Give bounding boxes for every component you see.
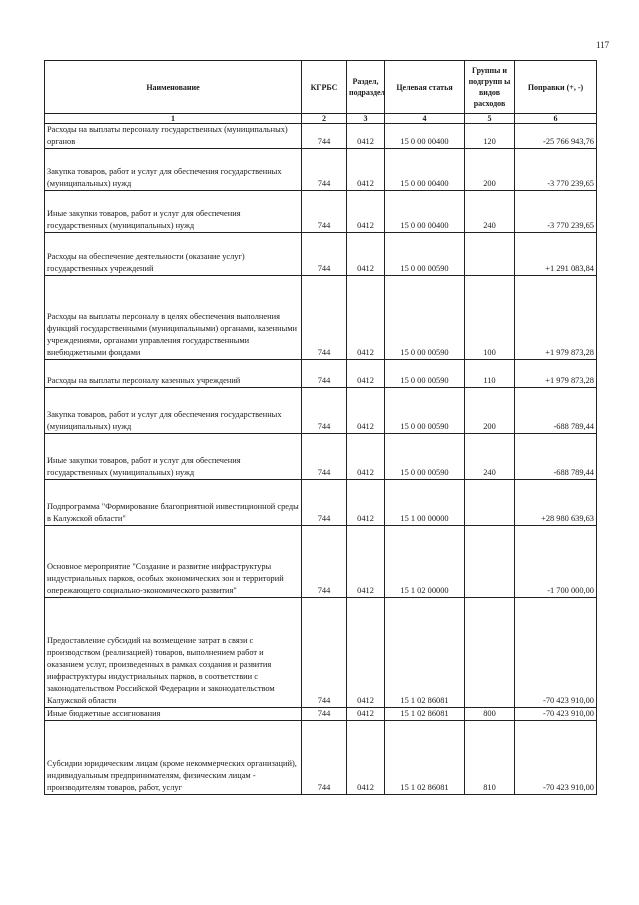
row-kgrbs: 744 bbox=[302, 149, 347, 191]
row-section: 0412 bbox=[347, 149, 385, 191]
row-amount: -688 789,44 bbox=[515, 388, 597, 434]
row-section: 0412 bbox=[347, 124, 385, 149]
row-group: 120 bbox=[465, 124, 515, 149]
table-row bbox=[45, 598, 597, 708]
row-name: Основное мероприятие "Создание и развитие инфраструктуры индустриальных парков, особых экономических зон и территорий опережающего социально-экономического развития" bbox=[45, 526, 302, 598]
row-section: 0412 bbox=[347, 708, 385, 721]
row-section: 0412 bbox=[347, 388, 385, 434]
row-group: 110 bbox=[465, 360, 515, 388]
row-section: 0412 bbox=[347, 360, 385, 388]
row-target: 15 0 00 00400 bbox=[385, 149, 465, 191]
header-row bbox=[45, 61, 597, 114]
row-amount: -70 423 910,00 bbox=[515, 708, 597, 721]
table-row bbox=[45, 191, 597, 233]
row-amount: -1 700 000,00 bbox=[515, 526, 597, 598]
row-target: 15 0 00 00400 bbox=[385, 124, 465, 149]
header-groups: Группы и подгрупп ы видов расходов bbox=[465, 61, 515, 114]
row-section: 0412 bbox=[347, 480, 385, 526]
row-name: Предоставление субсидий на возмещение затрат в связи с производством (реализацией) товаров, выполнением работ и оказанием услуг, произведенных в рамках создания и развития инфраструктуры индустриальных парков, в соответствии с законодательством Российской Федерации и законодательством Калужской области bbox=[45, 598, 302, 708]
row-amount: -688 789,44 bbox=[515, 434, 597, 480]
row-group: 100 bbox=[465, 276, 515, 360]
row-amount: +1 291 083,84 bbox=[515, 233, 597, 276]
row-target: 15 0 00 00590 bbox=[385, 276, 465, 360]
header-target: Целевая статья bbox=[385, 61, 465, 114]
page-number: 117 bbox=[596, 40, 610, 50]
row-amount: -25 766 943,76 bbox=[515, 124, 597, 149]
row-group bbox=[465, 480, 515, 526]
row-group: 240 bbox=[465, 191, 515, 233]
row-name: Иные бюджетные ассигнования bbox=[45, 708, 302, 721]
header-amendments: Поправки (+, -) bbox=[515, 61, 597, 114]
table-row bbox=[45, 124, 597, 149]
table-row bbox=[45, 721, 597, 795]
table-row bbox=[45, 149, 597, 191]
table-row bbox=[45, 233, 597, 276]
row-name: Закупка товаров, работ и услуг для обеспечения государственных (муниципальных) нужд bbox=[45, 149, 302, 191]
row-name: Расходы на выплаты персоналу казенных учреждений bbox=[45, 360, 302, 388]
header-number-row bbox=[45, 114, 597, 124]
budget-amendments-table bbox=[44, 60, 597, 795]
row-amount: +1 979 873,28 bbox=[515, 360, 597, 388]
row-target: 15 1 00 00000 bbox=[385, 480, 465, 526]
row-name: Иные закупки товаров, работ и услуг для обеспечения государственных (муниципальных) нужд bbox=[45, 434, 302, 480]
header-number: 1 bbox=[45, 114, 302, 124]
row-group: 800 bbox=[465, 708, 515, 721]
table-row bbox=[45, 276, 597, 360]
header-kgrbs: КГРБС bbox=[302, 61, 347, 114]
row-target: 15 0 00 00590 bbox=[385, 360, 465, 388]
row-name: Расходы на выплаты персоналу в целях обеспечения выполнения функций государственными (муниципальными) органами, казенными учреждениями, органами управления государственными внебюджетными фондами bbox=[45, 276, 302, 360]
row-kgrbs: 744 bbox=[302, 480, 347, 526]
row-name: Расходы на выплаты персоналу государственных (муниципальных) органов bbox=[45, 124, 302, 149]
row-name: Субсидии юридическим лицам (кроме некоммерческих организаций), индивидуальным предпринимателям, физическим лицам - производителям товаров, работ, услуг bbox=[45, 721, 302, 795]
row-amount: +28 980 639,63 bbox=[515, 480, 597, 526]
row-kgrbs: 744 bbox=[302, 388, 347, 434]
row-name: Иные закупки товаров, работ и услуг для обеспечения государственных (муниципальных) нужд bbox=[45, 191, 302, 233]
row-target: 15 1 02 86081 bbox=[385, 598, 465, 708]
row-kgrbs: 744 bbox=[302, 276, 347, 360]
table-row bbox=[45, 480, 597, 526]
row-group bbox=[465, 526, 515, 598]
row-kgrbs: 744 bbox=[302, 526, 347, 598]
row-group: 240 bbox=[465, 434, 515, 480]
header-name: Наименование bbox=[45, 61, 302, 114]
row-name: Подпрограмма "Формирование благоприятной инвестиционной среды в Калужской области" bbox=[45, 480, 302, 526]
row-kgrbs: 744 bbox=[302, 191, 347, 233]
row-target: 15 1 02 00000 bbox=[385, 526, 465, 598]
row-section: 0412 bbox=[347, 526, 385, 598]
row-kgrbs: 744 bbox=[302, 708, 347, 721]
table-row bbox=[45, 526, 597, 598]
row-kgrbs: 744 bbox=[302, 233, 347, 276]
header-number: 3 bbox=[347, 114, 385, 124]
header-number: 6 bbox=[515, 114, 597, 124]
row-group bbox=[465, 598, 515, 708]
row-group: 810 bbox=[465, 721, 515, 795]
row-name: Расходы на обеспечение деятельности (оказание услуг) государственных учреждений bbox=[45, 233, 302, 276]
row-amount: -70 423 910,00 bbox=[515, 721, 597, 795]
row-kgrbs: 744 bbox=[302, 434, 347, 480]
row-section: 0412 bbox=[347, 191, 385, 233]
header-section: Раздел, подраздел bbox=[347, 61, 385, 114]
row-amount: -3 770 239,65 bbox=[515, 149, 597, 191]
header-number: 2 bbox=[302, 114, 347, 124]
row-group: 200 bbox=[465, 388, 515, 434]
row-kgrbs: 744 bbox=[302, 124, 347, 149]
row-name: Закупка товаров, работ и услуг для обеспечения государственных (муниципальных) нужд bbox=[45, 388, 302, 434]
header-number: 4 bbox=[385, 114, 465, 124]
row-kgrbs: 744 bbox=[302, 598, 347, 708]
header-number: 5 bbox=[465, 114, 515, 124]
row-section: 0412 bbox=[347, 233, 385, 276]
row-section: 0412 bbox=[347, 721, 385, 795]
row-target: 15 0 00 00590 bbox=[385, 434, 465, 480]
table-row bbox=[45, 388, 597, 434]
row-kgrbs: 744 bbox=[302, 360, 347, 388]
row-section: 0412 bbox=[347, 434, 385, 480]
row-amount: -70 423 910,00 bbox=[515, 598, 597, 708]
row-group: 200 bbox=[465, 149, 515, 191]
row-target: 15 0 00 00400 bbox=[385, 191, 465, 233]
row-kgrbs: 744 bbox=[302, 721, 347, 795]
table-row bbox=[45, 708, 597, 721]
row-target: 15 1 02 86081 bbox=[385, 721, 465, 795]
table-row bbox=[45, 360, 597, 388]
row-target: 15 0 00 00590 bbox=[385, 233, 465, 276]
row-group bbox=[465, 233, 515, 276]
row-target: 15 1 02 86081 bbox=[385, 708, 465, 721]
row-section: 0412 bbox=[347, 276, 385, 360]
row-amount: +1 979 873,28 bbox=[515, 276, 597, 360]
row-amount: -3 770 239,65 bbox=[515, 191, 597, 233]
row-section: 0412 bbox=[347, 598, 385, 708]
row-target: 15 0 00 00590 bbox=[385, 388, 465, 434]
table-row bbox=[45, 434, 597, 480]
